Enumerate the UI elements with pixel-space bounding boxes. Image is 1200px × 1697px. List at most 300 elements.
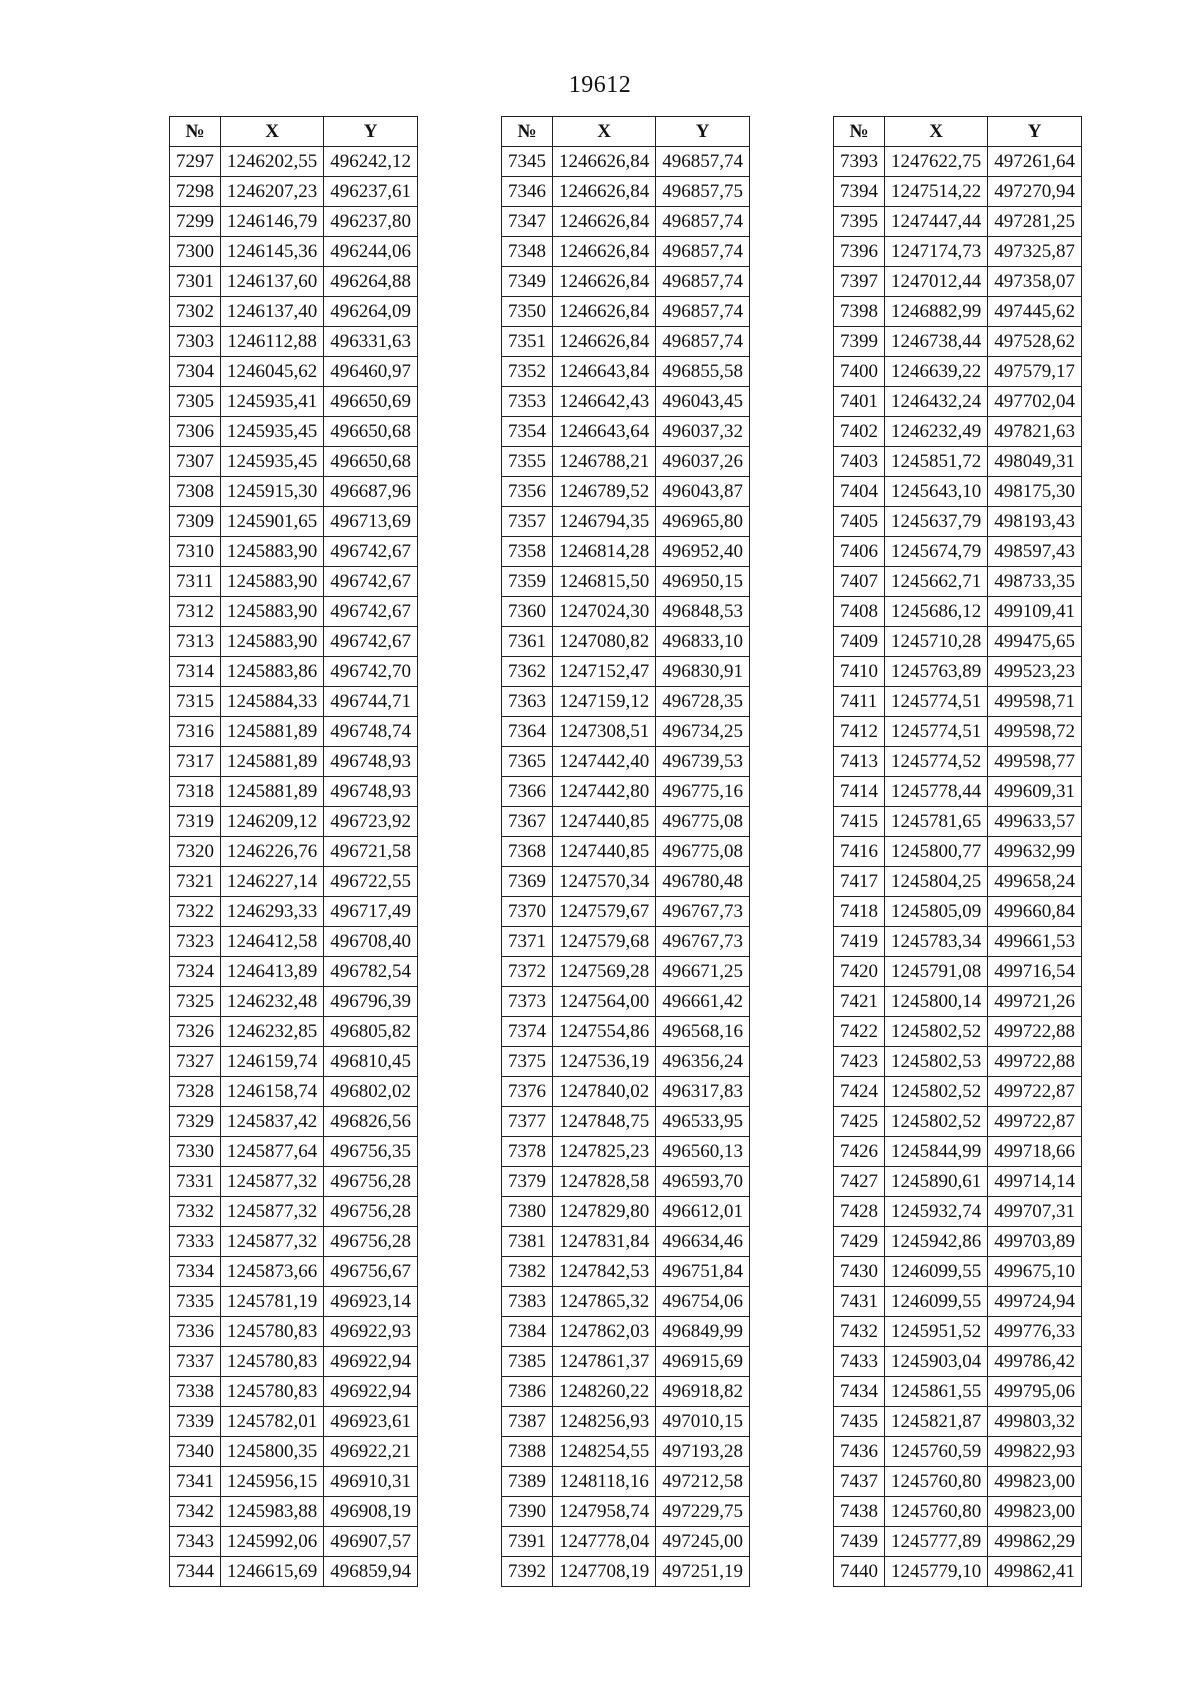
table-row <box>170 1137 418 1167</box>
x-coordinate-cell: 1246788,21 <box>553 447 656 477</box>
x-coordinate-cell: 1245800,35 <box>221 1437 324 1467</box>
point-number-cell: 7422 <box>834 1017 885 1047</box>
table-row <box>170 687 418 717</box>
point-number-cell: 7392 <box>502 1557 553 1587</box>
point-number-cell: 7307 <box>170 447 221 477</box>
x-coordinate-cell: 1245774,52 <box>885 747 988 777</box>
point-number-cell: 7389 <box>502 1467 553 1497</box>
table-row <box>834 387 1082 417</box>
y-coordinate-cell: 499703,89 <box>988 1227 1082 1257</box>
x-coordinate-cell: 1245877,32 <box>221 1227 324 1257</box>
y-coordinate-cell: 496742,67 <box>324 537 418 567</box>
point-number-cell: 7369 <box>502 867 553 897</box>
y-coordinate-cell: 496922,94 <box>324 1347 418 1377</box>
x-coordinate-cell: 1246615,69 <box>221 1557 324 1587</box>
point-number-cell: 7387 <box>502 1407 553 1437</box>
point-number-cell: 7423 <box>834 1047 885 1077</box>
table-row <box>170 657 418 687</box>
y-coordinate-cell: 496767,73 <box>656 927 750 957</box>
table-row <box>170 567 418 597</box>
point-number-cell: 7355 <box>502 447 553 477</box>
x-coordinate-cell: 1246794,35 <box>553 507 656 537</box>
table-row <box>170 147 418 177</box>
table-row <box>170 237 418 267</box>
y-coordinate-cell: 496810,45 <box>324 1047 418 1077</box>
y-coordinate-cell: 499722,88 <box>988 1047 1082 1077</box>
table-row <box>170 897 418 927</box>
table-row <box>170 807 418 837</box>
y-coordinate-cell: 499598,72 <box>988 717 1082 747</box>
y-coordinate-cell: 496965,80 <box>656 507 750 537</box>
y-coordinate-cell: 496754,06 <box>656 1287 750 1317</box>
table-row <box>502 387 750 417</box>
y-coordinate-cell: 496717,49 <box>324 897 418 927</box>
table-row <box>834 1227 1082 1257</box>
x-coordinate-cell: 1245802,52 <box>885 1107 988 1137</box>
point-number-cell: 7323 <box>170 927 221 957</box>
y-coordinate-cell: 497010,15 <box>656 1407 750 1437</box>
point-number-cell: 7402 <box>834 417 885 447</box>
x-coordinate-cell: 1245844,99 <box>885 1137 988 1167</box>
x-coordinate-cell: 1246293,33 <box>221 897 324 927</box>
x-coordinate-cell: 1246232,49 <box>885 417 988 447</box>
y-coordinate-cell: 497821,63 <box>988 417 1082 447</box>
x-coordinate-cell: 1246227,14 <box>221 867 324 897</box>
table-row <box>170 1347 418 1377</box>
x-coordinate-cell: 1247622,75 <box>885 147 988 177</box>
x-coordinate-cell: 1246099,55 <box>885 1287 988 1317</box>
point-number-cell: 7433 <box>834 1347 885 1377</box>
table-row <box>834 1167 1082 1197</box>
point-number-cell: 7436 <box>834 1437 885 1467</box>
y-coordinate-cell: 496950,15 <box>656 567 750 597</box>
x-coordinate-cell: 1247024,30 <box>553 597 656 627</box>
point-number-cell: 7403 <box>834 447 885 477</box>
table-row <box>170 1527 418 1557</box>
x-coordinate-cell: 1246158,74 <box>221 1077 324 1107</box>
table-row <box>502 777 750 807</box>
point-number-cell: 7341 <box>170 1467 221 1497</box>
point-number-cell: 7425 <box>834 1107 885 1137</box>
point-number-cell: 7361 <box>502 627 553 657</box>
y-coordinate-cell: 496739,53 <box>656 747 750 777</box>
point-number-cell: 7333 <box>170 1227 221 1257</box>
x-coordinate-cell: 1246145,36 <box>221 237 324 267</box>
table-row <box>834 447 1082 477</box>
x-coordinate-cell: 1245821,87 <box>885 1407 988 1437</box>
point-number-cell: 7381 <box>502 1227 553 1257</box>
y-coordinate-cell: 496721,58 <box>324 837 418 867</box>
table-row <box>502 1287 750 1317</box>
point-number-cell: 7367 <box>502 807 553 837</box>
table-row <box>170 417 418 447</box>
x-coordinate-cell: 1247848,75 <box>553 1107 656 1137</box>
point-number-cell: 7345 <box>502 147 553 177</box>
point-number-cell: 7332 <box>170 1197 221 1227</box>
table-row <box>170 987 418 1017</box>
point-number-cell: 7424 <box>834 1077 885 1107</box>
point-number-cell: 7363 <box>502 687 553 717</box>
x-coordinate-cell: 1245883,90 <box>221 597 324 627</box>
x-coordinate-cell: 1247828,58 <box>553 1167 656 1197</box>
x-coordinate-cell: 1247012,44 <box>885 267 988 297</box>
x-coordinate-cell: 1245805,09 <box>885 897 988 927</box>
point-number-cell: 7386 <box>502 1377 553 1407</box>
point-number-cell: 7359 <box>502 567 553 597</box>
point-number-cell: 7365 <box>502 747 553 777</box>
table-row <box>834 237 1082 267</box>
point-number-cell: 7418 <box>834 897 885 927</box>
x-coordinate-cell: 1245883,90 <box>221 627 324 657</box>
y-coordinate-cell: 499795,06 <box>988 1377 1082 1407</box>
x-coordinate-cell: 1245881,89 <box>221 777 324 807</box>
point-number-cell: 7404 <box>834 477 885 507</box>
table-row <box>170 1287 418 1317</box>
y-coordinate-cell: 496848,53 <box>656 597 750 627</box>
y-coordinate-cell: 499776,33 <box>988 1317 1082 1347</box>
table-row <box>502 177 750 207</box>
x-coordinate-cell: 1246146,79 <box>221 207 324 237</box>
x-coordinate-cell: 1246626,84 <box>553 207 656 237</box>
y-coordinate-cell: 496922,93 <box>324 1317 418 1347</box>
table-row <box>834 1197 1082 1227</box>
y-coordinate-cell: 499661,53 <box>988 927 1082 957</box>
table-row <box>170 537 418 567</box>
point-number-cell: 7420 <box>834 957 885 987</box>
point-number-cell: 7306 <box>170 417 221 447</box>
y-coordinate-cell: 499862,41 <box>988 1557 1082 1587</box>
header-y: Y <box>656 117 750 147</box>
x-coordinate-cell: 1247778,04 <box>553 1527 656 1557</box>
x-coordinate-cell: 1247308,51 <box>553 717 656 747</box>
point-number-cell: 7399 <box>834 327 885 357</box>
y-coordinate-cell: 499722,88 <box>988 1017 1082 1047</box>
point-number-cell: 7370 <box>502 897 553 927</box>
point-number-cell: 7426 <box>834 1137 885 1167</box>
point-number-cell: 7321 <box>170 867 221 897</box>
y-coordinate-cell: 499523,23 <box>988 657 1082 687</box>
y-coordinate-cell: 499633,57 <box>988 807 1082 837</box>
point-number-cell: 7304 <box>170 357 221 387</box>
table-row <box>502 1077 750 1107</box>
point-number-cell: 7377 <box>502 1107 553 1137</box>
point-number-cell: 7439 <box>834 1527 885 1557</box>
x-coordinate-cell: 1247536,19 <box>553 1047 656 1077</box>
table-row <box>834 807 1082 837</box>
x-coordinate-cell: 1245901,65 <box>221 507 324 537</box>
point-number-cell: 7375 <box>502 1047 553 1077</box>
x-coordinate-cell: 1245932,74 <box>885 1197 988 1227</box>
x-coordinate-cell: 1245782,01 <box>221 1407 324 1437</box>
point-number-cell: 7339 <box>170 1407 221 1437</box>
table-row <box>502 297 750 327</box>
x-coordinate-cell: 1248256,93 <box>553 1407 656 1437</box>
x-coordinate-cell: 1247831,84 <box>553 1227 656 1257</box>
point-number-cell: 7390 <box>502 1497 553 1527</box>
table-row <box>502 1107 750 1137</box>
x-coordinate-cell: 1247825,23 <box>553 1137 656 1167</box>
point-number-cell: 7437 <box>834 1467 885 1497</box>
point-number-cell: 7335 <box>170 1287 221 1317</box>
coordinate-table-3 <box>833 116 1082 1587</box>
y-coordinate-cell: 496264,88 <box>324 267 418 297</box>
y-coordinate-cell: 496805,82 <box>324 1017 418 1047</box>
table-row <box>502 837 750 867</box>
point-number-cell: 7409 <box>834 627 885 657</box>
table-row <box>502 1497 750 1527</box>
y-coordinate-cell: 496780,48 <box>656 867 750 897</box>
x-coordinate-cell: 1245942,86 <box>885 1227 988 1257</box>
x-coordinate-cell: 1247080,82 <box>553 627 656 657</box>
x-coordinate-cell: 1247152,47 <box>553 657 656 687</box>
y-coordinate-cell: 499803,32 <box>988 1407 1082 1437</box>
x-coordinate-cell: 1247862,03 <box>553 1317 656 1347</box>
table-row <box>170 207 418 237</box>
table-row <box>170 1257 418 1287</box>
y-coordinate-cell: 499109,41 <box>988 597 1082 627</box>
x-coordinate-cell: 1245778,44 <box>885 777 988 807</box>
point-number-cell: 7309 <box>170 507 221 537</box>
point-number-cell: 7329 <box>170 1107 221 1137</box>
x-coordinate-cell: 1247514,22 <box>885 177 988 207</box>
y-coordinate-cell: 496708,40 <box>324 927 418 957</box>
y-coordinate-cell: 496237,80 <box>324 207 418 237</box>
y-coordinate-cell: 496922,94 <box>324 1377 418 1407</box>
y-coordinate-cell: 497281,25 <box>988 207 1082 237</box>
point-number-cell: 7411 <box>834 687 885 717</box>
coordinate-table-2 <box>501 116 750 1587</box>
x-coordinate-cell: 1245915,30 <box>221 477 324 507</box>
y-coordinate-cell: 499786,42 <box>988 1347 1082 1377</box>
x-coordinate-cell: 1245783,34 <box>885 927 988 957</box>
point-number-cell: 7393 <box>834 147 885 177</box>
table-row <box>170 927 418 957</box>
table-row <box>834 1107 1082 1137</box>
y-coordinate-cell: 499823,00 <box>988 1497 1082 1527</box>
x-coordinate-cell: 1246112,88 <box>221 327 324 357</box>
table-row <box>502 207 750 237</box>
table-row <box>502 1527 750 1557</box>
y-coordinate-cell: 496264,09 <box>324 297 418 327</box>
x-coordinate-cell: 1245890,61 <box>885 1167 988 1197</box>
point-number-cell: 7401 <box>834 387 885 417</box>
header-y: Y <box>988 117 1082 147</box>
point-number-cell: 7353 <box>502 387 553 417</box>
table-row <box>502 1257 750 1287</box>
x-coordinate-cell: 1245935,45 <box>221 447 324 477</box>
x-coordinate-cell: 1247579,68 <box>553 927 656 957</box>
point-number-cell: 7384 <box>502 1317 553 1347</box>
y-coordinate-cell: 496910,31 <box>324 1467 418 1497</box>
header-y: Y <box>324 117 418 147</box>
point-number-cell: 7338 <box>170 1377 221 1407</box>
y-coordinate-cell: 496568,16 <box>656 1017 750 1047</box>
x-coordinate-cell: 1245802,52 <box>885 1017 988 1047</box>
point-number-cell: 7349 <box>502 267 553 297</box>
y-coordinate-cell: 496593,70 <box>656 1167 750 1197</box>
y-coordinate-cell: 496560,13 <box>656 1137 750 1167</box>
y-coordinate-cell: 496756,35 <box>324 1137 418 1167</box>
x-coordinate-cell: 1245777,89 <box>885 1527 988 1557</box>
y-coordinate-cell: 496767,73 <box>656 897 750 927</box>
point-number-cell: 7410 <box>834 657 885 687</box>
x-coordinate-cell: 1245779,10 <box>885 1557 988 1587</box>
table-row <box>170 477 418 507</box>
x-coordinate-cell: 1246626,84 <box>553 267 656 297</box>
table-row <box>170 1317 418 1347</box>
table-row <box>502 1137 750 1167</box>
y-coordinate-cell: 496237,61 <box>324 177 418 207</box>
point-number-cell: 7405 <box>834 507 885 537</box>
table-row <box>170 717 418 747</box>
table-row <box>834 627 1082 657</box>
x-coordinate-cell: 1245791,08 <box>885 957 988 987</box>
y-coordinate-cell: 496855,58 <box>656 357 750 387</box>
table-row <box>834 567 1082 597</box>
y-coordinate-cell: 497229,75 <box>656 1497 750 1527</box>
y-coordinate-cell: 498049,31 <box>988 447 1082 477</box>
point-number-cell: 7326 <box>170 1017 221 1047</box>
point-number-cell: 7298 <box>170 177 221 207</box>
x-coordinate-cell: 1245877,64 <box>221 1137 324 1167</box>
point-number-cell: 7311 <box>170 567 221 597</box>
y-coordinate-cell: 496830,91 <box>656 657 750 687</box>
y-coordinate-cell: 496751,84 <box>656 1257 750 1287</box>
point-number-cell: 7312 <box>170 597 221 627</box>
table-header-row <box>170 117 418 147</box>
y-coordinate-cell: 496756,28 <box>324 1167 418 1197</box>
x-coordinate-cell: 1246159,74 <box>221 1047 324 1077</box>
table-row <box>834 747 1082 777</box>
y-coordinate-cell: 496744,71 <box>324 687 418 717</box>
x-coordinate-cell: 1248254,55 <box>553 1437 656 1467</box>
table-row <box>834 837 1082 867</box>
point-number-cell: 7371 <box>502 927 553 957</box>
x-coordinate-cell: 1247840,02 <box>553 1077 656 1107</box>
point-number-cell: 7400 <box>834 357 885 387</box>
point-number-cell: 7391 <box>502 1527 553 1557</box>
table-row <box>834 357 1082 387</box>
point-number-cell: 7428 <box>834 1197 885 1227</box>
y-coordinate-cell: 499823,00 <box>988 1467 1082 1497</box>
x-coordinate-cell: 1245760,59 <box>885 1437 988 1467</box>
table-row <box>502 987 750 1017</box>
y-coordinate-cell: 496748,93 <box>324 747 418 777</box>
y-coordinate-cell: 496915,69 <box>656 1347 750 1377</box>
y-coordinate-cell: 496650,69 <box>324 387 418 417</box>
point-number-cell: 7308 <box>170 477 221 507</box>
y-coordinate-cell: 499660,84 <box>988 897 1082 927</box>
x-coordinate-cell: 1247442,80 <box>553 777 656 807</box>
table-row <box>834 1437 1082 1467</box>
point-number-cell: 7314 <box>170 657 221 687</box>
y-coordinate-cell: 496671,25 <box>656 957 750 987</box>
point-number-cell: 7300 <box>170 237 221 267</box>
y-coordinate-cell: 496796,39 <box>324 987 418 1017</box>
point-number-cell: 7344 <box>170 1557 221 1587</box>
y-coordinate-cell: 496849,99 <box>656 1317 750 1347</box>
table-row <box>502 657 750 687</box>
x-coordinate-cell: 1246626,84 <box>553 147 656 177</box>
table-row <box>834 267 1082 297</box>
point-number-cell: 7430 <box>834 1257 885 1287</box>
y-coordinate-cell: 496952,40 <box>656 537 750 567</box>
y-coordinate-cell: 496742,67 <box>324 627 418 657</box>
y-coordinate-cell: 497445,62 <box>988 297 1082 327</box>
point-number-cell: 7352 <box>502 357 553 387</box>
table-row <box>834 1347 1082 1377</box>
x-coordinate-cell: 1245763,89 <box>885 657 988 687</box>
x-coordinate-cell: 1246202,55 <box>221 147 324 177</box>
x-coordinate-cell: 1247842,53 <box>553 1257 656 1287</box>
y-coordinate-cell: 496634,46 <box>656 1227 750 1257</box>
table-row <box>502 1047 750 1077</box>
point-number-cell: 7431 <box>834 1287 885 1317</box>
header-x: X <box>553 117 656 147</box>
y-coordinate-cell: 496907,57 <box>324 1527 418 1557</box>
x-coordinate-cell: 1246137,60 <box>221 267 324 297</box>
table-row <box>502 1227 750 1257</box>
y-coordinate-cell: 496782,54 <box>324 957 418 987</box>
point-number-cell: 7366 <box>502 777 553 807</box>
table-row <box>502 807 750 837</box>
point-number-cell: 7318 <box>170 777 221 807</box>
table-row <box>834 1407 1082 1437</box>
x-coordinate-cell: 1246626,84 <box>553 297 656 327</box>
x-coordinate-cell: 1245956,15 <box>221 1467 324 1497</box>
table-row <box>170 357 418 387</box>
x-coordinate-cell: 1246626,84 <box>553 237 656 267</box>
point-number-cell: 7414 <box>834 777 885 807</box>
x-coordinate-cell: 1246789,52 <box>553 477 656 507</box>
point-number-cell: 7322 <box>170 897 221 927</box>
y-coordinate-cell: 497325,87 <box>988 237 1082 267</box>
table-row <box>834 537 1082 567</box>
y-coordinate-cell: 497245,00 <box>656 1527 750 1557</box>
x-coordinate-cell: 1246643,84 <box>553 357 656 387</box>
header-x: X <box>221 117 324 147</box>
table-row <box>170 507 418 537</box>
y-coordinate-cell: 496857,74 <box>656 207 750 237</box>
table-row <box>502 1167 750 1197</box>
x-coordinate-cell: 1247442,40 <box>553 747 656 777</box>
table-row <box>502 417 750 447</box>
x-coordinate-cell: 1247569,28 <box>553 957 656 987</box>
table-row <box>502 1467 750 1497</box>
y-coordinate-cell: 499862,29 <box>988 1527 1082 1557</box>
x-coordinate-cell: 1245780,83 <box>221 1377 324 1407</box>
y-coordinate-cell: 496723,92 <box>324 807 418 837</box>
point-number-cell: 7331 <box>170 1167 221 1197</box>
table-row <box>834 897 1082 927</box>
y-coordinate-cell: 496043,45 <box>656 387 750 417</box>
x-coordinate-cell: 1246814,28 <box>553 537 656 567</box>
y-coordinate-cell: 499658,24 <box>988 867 1082 897</box>
y-coordinate-cell: 497261,64 <box>988 147 1082 177</box>
point-number-cell: 7337 <box>170 1347 221 1377</box>
table-row <box>502 957 750 987</box>
x-coordinate-cell: 1245851,72 <box>885 447 988 477</box>
table-row <box>502 597 750 627</box>
point-number-cell: 7416 <box>834 837 885 867</box>
x-coordinate-cell: 1245802,52 <box>885 1077 988 1107</box>
y-coordinate-cell: 496612,01 <box>656 1197 750 1227</box>
point-number-cell: 7396 <box>834 237 885 267</box>
x-coordinate-cell: 1245760,80 <box>885 1467 988 1497</box>
x-coordinate-cell: 1247174,73 <box>885 237 988 267</box>
x-coordinate-cell: 1245935,45 <box>221 417 324 447</box>
y-coordinate-cell: 496775,08 <box>656 837 750 867</box>
